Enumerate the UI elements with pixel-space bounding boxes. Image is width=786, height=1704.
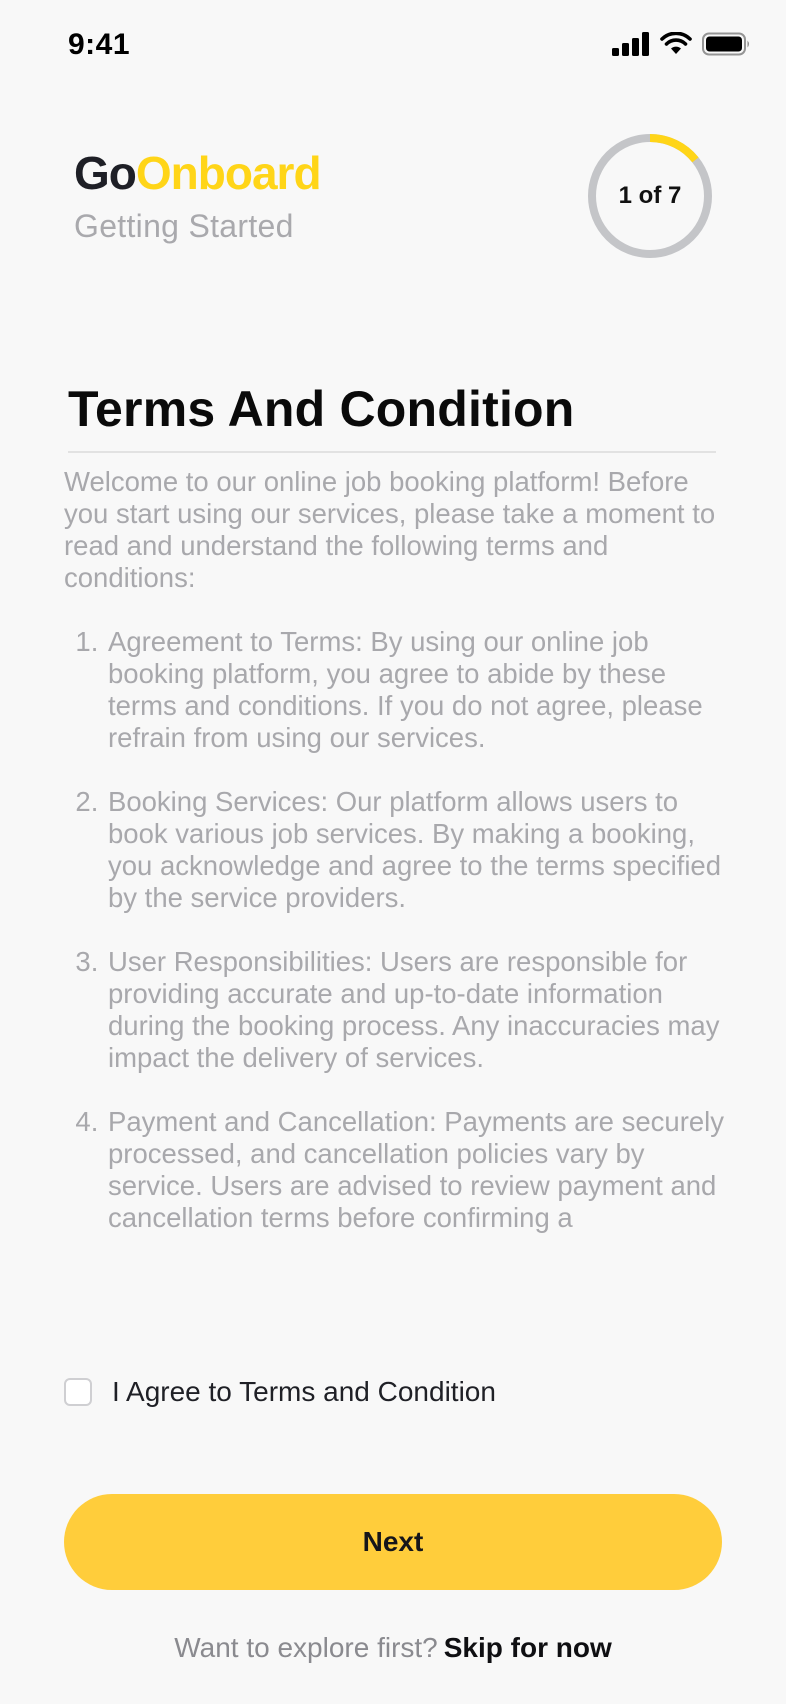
status-icons: [612, 32, 752, 56]
terms-scroll-area[interactable]: [64, 466, 724, 1316]
terms-list-item: 3. User Responsibilities: Users are responsible for providing accurate and up-to-date information during the booking process. Any inaccuracies may impact the delivery of services.: [106, 946, 724, 1074]
status-bar: [0, 0, 786, 96]
cellular-signal-icon: [612, 32, 650, 56]
battery-icon: [702, 32, 752, 56]
wifi-icon: [660, 32, 692, 56]
agree-label[interactable]: I Agree to Terms and Condition: [112, 1376, 496, 1407]
brand-header: [74, 146, 321, 245]
skip-row: [0, 1632, 786, 1664]
skip-question: Want to explore first?: [174, 1632, 438, 1663]
terms-list-item: 4. Payment and Cancellation: Payments are securely processed, and cancellation policies vary by service. Users are advised to review payment and cancellation terms before confirming a: [106, 1106, 724, 1234]
brand-subtitle: Getting Started: [74, 208, 294, 244]
step-progress-ring: [584, 130, 716, 262]
skip-link[interactable]: Skip for now: [443, 1632, 612, 1663]
progress-label: 1 of 7: [618, 182, 682, 209]
agree-checkbox[interactable]: [64, 1378, 92, 1406]
title-divider: [68, 451, 716, 453]
brand-name-go: Go: [74, 147, 136, 199]
status-time: 9:41: [68, 28, 131, 61]
brand-name-onboard: Onboard: [135, 147, 321, 199]
terms-list-item: 1. Agreement to Terms: By using our online job booking platform, you agree to abide by these terms and conditions. If you do not agree, please refrain from using our services.: [106, 626, 724, 754]
next-button[interactable]: Next: [64, 1494, 722, 1590]
terms-list-item: 2. Booking Services: Our platform allows users to book various job services. By making a booking, you acknowledge and agree to the terms specified by the service providers.: [106, 786, 724, 914]
brand-logo: [74, 146, 321, 200]
agree-row[interactable]: [64, 1376, 496, 1408]
page-title: Terms And Condition: [68, 381, 575, 437]
terms-intro: Welcome to our online job booking platform! Before you start using our services, please take a moment to read and understand the following terms and conditions:: [64, 466, 716, 593]
terms-list: [64, 626, 724, 1234]
